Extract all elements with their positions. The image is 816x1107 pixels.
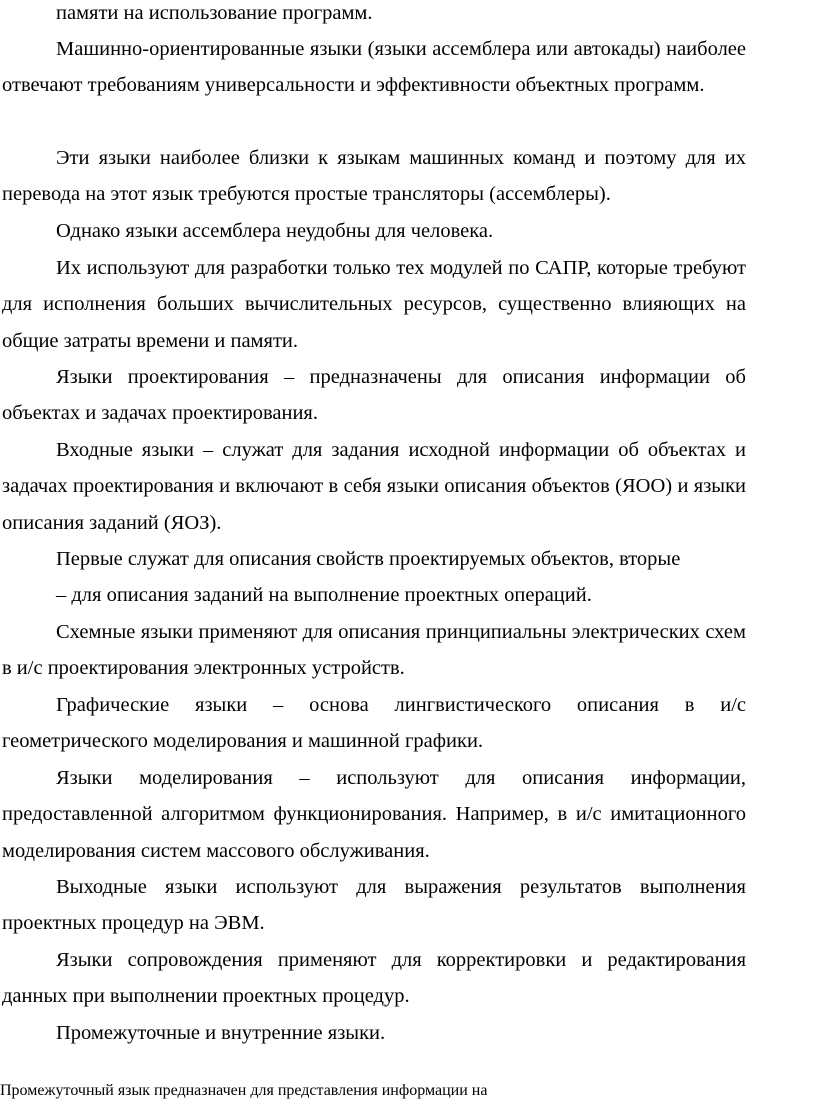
paragraph-4: Однако языки ассемблера неудобны для человека. (56, 220, 494, 242)
paragraph-6: Языки проектирования – предназначены для описания информации об объектах и задачах проектирования. (2, 366, 746, 425)
footer-text: Промежуточный язык предназначен для представления информации на (0, 1082, 488, 1099)
paragraph-14: Языки сопровождения применяют для корректировки и редактирования данных при выполнении проектных процедур. (2, 949, 746, 1008)
paragraph-1: памяти на использование программ. (56, 2, 373, 24)
paragraph-9: – для описания заданий на выполнение проектных операций. (56, 584, 592, 606)
paragraph-3: Эти языки наиболее близки к языкам машинных команд и поэтому для их перевода на этот язык требуются простые трансляторы (ассемблеры). (2, 147, 746, 206)
paragraph-7: Входные языки – служат для задания исходной информации об объектах и задачах проектирования и включают в себя языки описания объектов (ЯОО) и языки описания заданий (ЯОЗ). (2, 439, 746, 534)
paragraph-2: Машинно-ориентированные языки (языки ассемблера или автокады) наиболее отвечают требованиям универсальности и эффективности объектных программ. (2, 38, 746, 97)
paragraph-8: Первые служат для описания свойств проектируемых объектов, вторые (56, 548, 681, 570)
paragraph-15: Промежуточные и внутренние языки. (56, 1022, 386, 1044)
paragraph-10: Схемные языки применяют для описания принципиальны электрических схем в и/с проектирования электронных устройств. (2, 621, 746, 680)
paragraph-13: Выходные языки используют для выражения результатов выполнения проектных процедур на ЭВМ. (2, 876, 746, 935)
paragraph-5: Их используют для разработки только тех модулей по САПР, которые требуют для исполнения больших вычислительных ресурсов, существенно влияющих на общие затраты времени и памяти. (2, 257, 746, 352)
paragraph-11: Графические языки – основа лингвистического описания в и/с геометрического моделирования и машинной графики. (2, 694, 746, 753)
paragraph-12: Языки моделирования – используют для описания информации, предоставленной алгоритмом функционирования. Например, в и/с имитационного моделирования систем массового обслуживания. (2, 767, 746, 862)
